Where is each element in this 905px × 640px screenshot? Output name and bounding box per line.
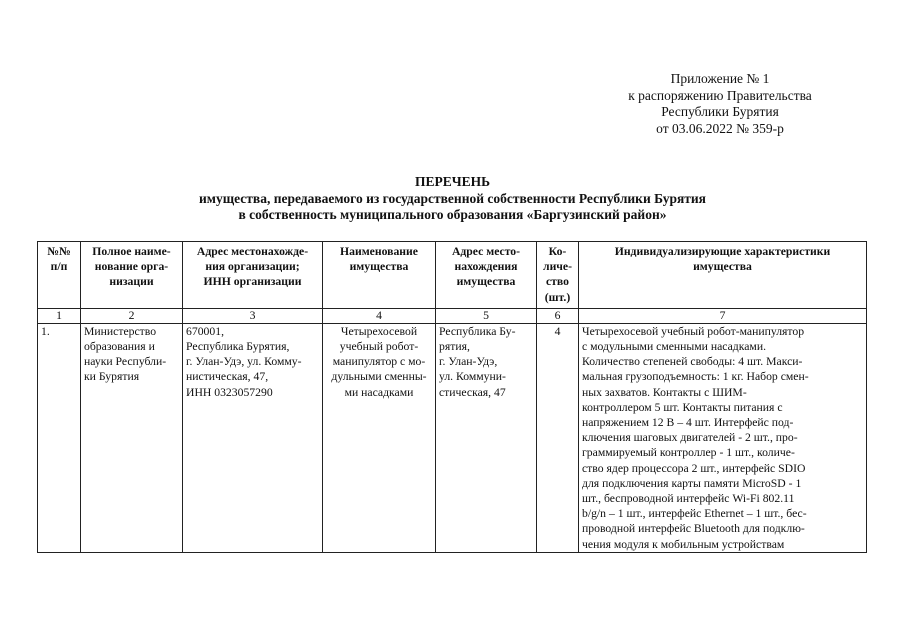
cell-property-name: Четырехосевой учебный робот- манипулятор с мо- дульными сменны- ми насадками bbox=[323, 323, 436, 552]
header-quantity: Ко- личе- ство (шт.) bbox=[537, 242, 579, 309]
document-title bbox=[40, 174, 865, 224]
column-number-row bbox=[38, 308, 867, 323]
header-property-location: Адрес место- нахождения имущества bbox=[436, 242, 537, 309]
header-property-name: Наименование имущества bbox=[323, 242, 436, 309]
appendix-header bbox=[560, 71, 880, 137]
table-row bbox=[38, 323, 867, 552]
cell-quantity: 4 bbox=[537, 323, 579, 552]
column-number: 5 bbox=[436, 308, 537, 323]
column-number: 1 bbox=[38, 308, 81, 323]
title-recipient: в собственность муниципального образования «Баргузинский район» bbox=[238, 207, 667, 222]
column-number: 6 bbox=[537, 308, 579, 323]
appendix-date: от 03.06.2022 № 359-р bbox=[656, 120, 784, 136]
cell-characteristics: Четырехосевой учебный робот-манипулятор с модульными сменными насадками. Количество степеней свободы: 4 шт. Макси- мальная грузоподъемность: 1 кг. Набор смен- ных захватов. Контакты с ШИМ- контроллером 5 шт. Контакты питания с напряжением 12 В – 4 шт. Интерфейс под- ключения шаговых двигателей - 2 шт., про- граммируемый контроллер - 1 шт., количе- ство ядер процессора 2 шт., интерфейс SDIO для подключения карты памяти MicroSD - 1 шт., беспроводной интерфейс Wi-Fi 802.11 b/g/n – 1 шт., интерфейс Ethernet – 1 шт., бес- проводной интерфейс Bluetooth для подклю- чения модуля к мобильным устройствам bbox=[579, 323, 867, 552]
appendix-region: Республики Бурятия bbox=[661, 104, 779, 119]
appendix-reference: к распоряжению Правительства bbox=[628, 87, 812, 103]
table-header-row bbox=[38, 242, 867, 309]
header-org-address: Адрес местонахожде- ния организации; ИНН организации bbox=[183, 242, 323, 309]
title-heading: ПЕРЕЧЕНЬ bbox=[414, 174, 491, 189]
header-number: №№ п/п bbox=[38, 242, 81, 309]
cell-number: 1. bbox=[38, 323, 81, 552]
property-table bbox=[37, 241, 867, 553]
header-characteristics: Индивидуализирующие характеристики имущества bbox=[579, 242, 867, 309]
cell-property-location: Республика Бу- рятия, г. Улан-Удэ, ул. Коммуни- стическая, 47 bbox=[436, 323, 537, 552]
column-number: 3 bbox=[183, 308, 323, 323]
title-subheading: имущества, передаваемого из государственной собственности Республики Бурятия bbox=[199, 190, 706, 206]
column-number: 7 bbox=[579, 308, 867, 323]
appendix-number: Приложение № 1 bbox=[670, 71, 770, 86]
cell-org-address: 670001, Республика Бурятия, г. Улан-Удэ, ул. Комму- нистическая, 47, ИНН 0323057290 bbox=[183, 323, 323, 552]
column-number: 4 bbox=[323, 308, 436, 323]
cell-organization: Министерство образования и науки Республи- ки Бурятия bbox=[81, 323, 183, 552]
column-number: 2 bbox=[81, 308, 183, 323]
header-organization: Полное наиме- нование орга- низации bbox=[81, 242, 183, 309]
